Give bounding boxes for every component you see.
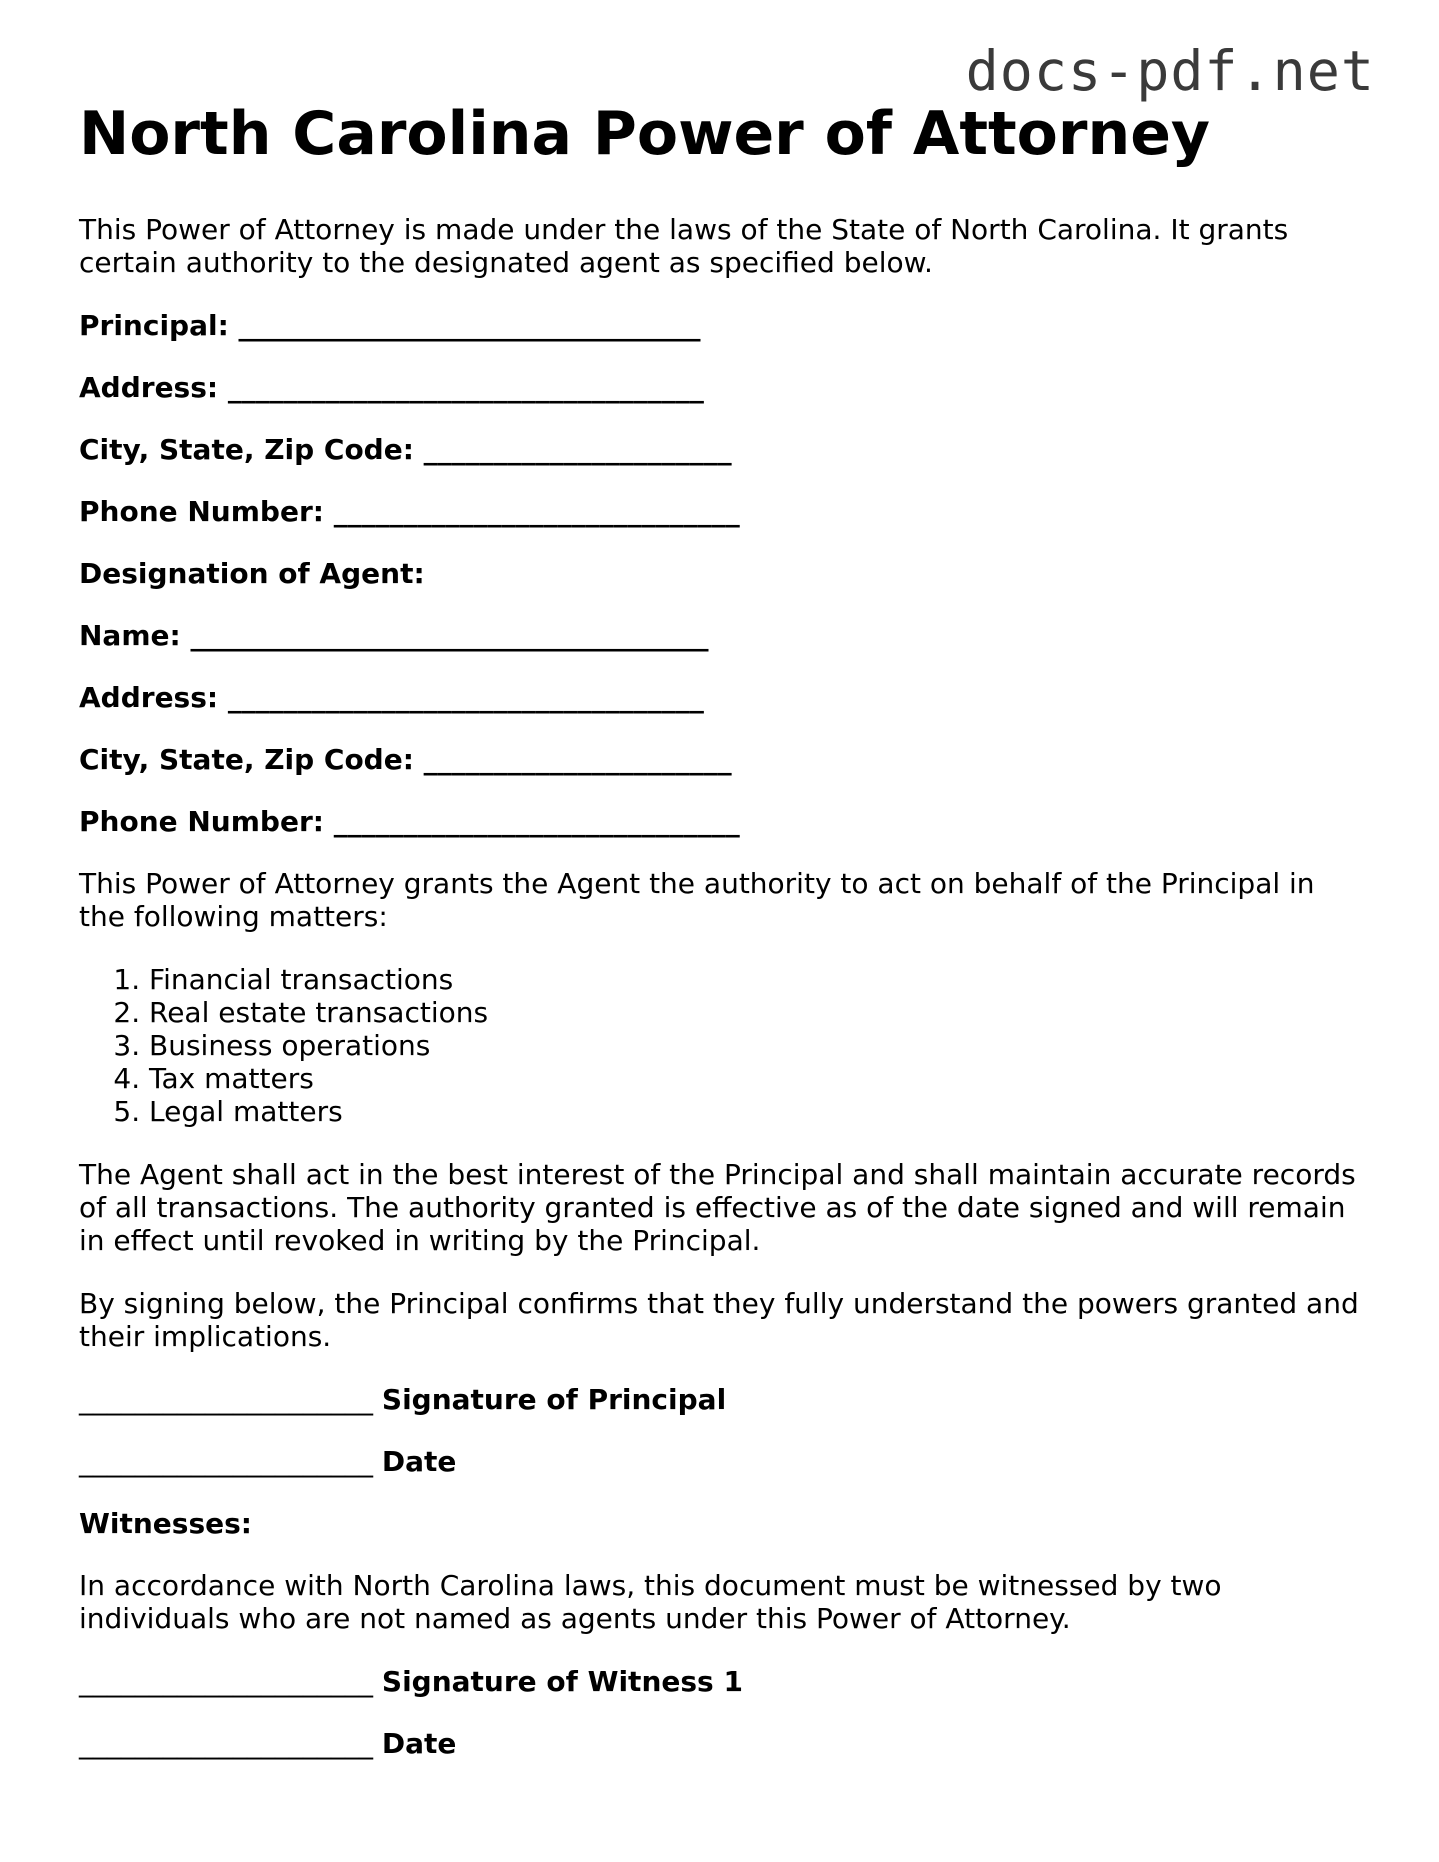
matters-list [79, 963, 1369, 1128]
duties-paragraph: The Agent shall act in the best interest of the Principal and shall maintain accurate records of all transactions. The authority granted is effective as of the date signed and will remain in effect until revoked in writing by the Principal. [79, 1158, 1356, 1257]
watermark: docs-pdf.net [965, 39, 1375, 103]
list-item: 2. Real estate transactions [149, 996, 1369, 1029]
witness1-date-line [79, 1727, 1369, 1760]
principal-date-line [79, 1445, 1369, 1478]
witness1-signature-label: Signature of Witness 1 [381, 1665, 743, 1698]
agent-name-label: Name: [79, 619, 181, 652]
list-item: 5. Legal matters [149, 1095, 1369, 1128]
principal-signature-line [79, 1383, 1369, 1416]
principal-name-label: Principal: [79, 309, 229, 342]
agent-city-blank[interactable]: ______________________ [423, 743, 732, 776]
document-title: North Carolina Power of Attorney [79, 99, 1211, 169]
intro-paragraph: This Power of Attorney is made under the laws of the State of North Carolina. It grants certain authority to the designated agent as specified below. [79, 213, 1289, 279]
grants-intro-paragraph: This Power of Attorney grants the Agent the authority to act on behalf of the Principal in the following matters: [79, 867, 1315, 933]
principal-name-field [79, 309, 1369, 342]
witness1-date-blank[interactable]: _____________________ [79, 1727, 373, 1760]
witness1-date-label: Date [381, 1727, 457, 1760]
principal-phone-blank[interactable]: _____________________________ [333, 495, 740, 528]
principal-name-blank[interactable]: _________________________________ [238, 309, 701, 342]
witness-note-paragraph: In accordance with North Carolina laws, this document must be witnessed by two individuals who are not named as agents under this Power of Attorney. [79, 1569, 1222, 1635]
witness1-signature-blank[interactable]: _____________________ [79, 1665, 373, 1698]
principal-signature-blank[interactable]: _____________________ [79, 1383, 373, 1416]
agent-phone-label: Phone Number: [79, 805, 324, 838]
principal-phone-field [79, 495, 1369, 528]
list-item: 4. Tax matters [149, 1062, 1369, 1095]
agent-phone-blank[interactable]: _____________________________ [333, 805, 740, 838]
list-item: 3. Business operations [149, 1029, 1369, 1062]
principal-phone-label: Phone Number: [79, 495, 324, 528]
agent-city-label: City, State, Zip Code: [79, 743, 414, 776]
principal-signature-label: Signature of Principal [381, 1383, 727, 1416]
agent-heading: Designation of Agent: [79, 557, 425, 590]
witness1-signature-line [79, 1665, 1369, 1698]
principal-date-blank[interactable]: _____________________ [79, 1445, 373, 1478]
agent-address-field [79, 681, 1369, 714]
agent-phone-field [79, 805, 1369, 838]
agent-name-blank[interactable]: _____________________________________ [190, 619, 709, 652]
document-page [79, 100, 1369, 1789]
principal-date-label: Date [381, 1445, 457, 1478]
agent-address-blank[interactable]: __________________________________ [227, 681, 704, 714]
principal-city-field [79, 433, 1369, 466]
principal-address-field [79, 371, 1369, 404]
confirmation-paragraph: By signing below, the Principal confirms that they fully understand the powers granted and their implications. [79, 1287, 1359, 1353]
agent-name-field [79, 619, 1369, 652]
principal-city-blank[interactable]: ______________________ [423, 433, 732, 466]
agent-city-field [79, 743, 1369, 776]
principal-address-blank[interactable]: __________________________________ [227, 371, 704, 404]
witnesses-heading: Witnesses: [79, 1507, 252, 1540]
list-item: 1. Financial transactions [149, 963, 1369, 996]
principal-address-label: Address: [79, 371, 219, 404]
principal-city-label: City, State, Zip Code: [79, 433, 414, 466]
agent-address-label: Address: [79, 681, 219, 714]
